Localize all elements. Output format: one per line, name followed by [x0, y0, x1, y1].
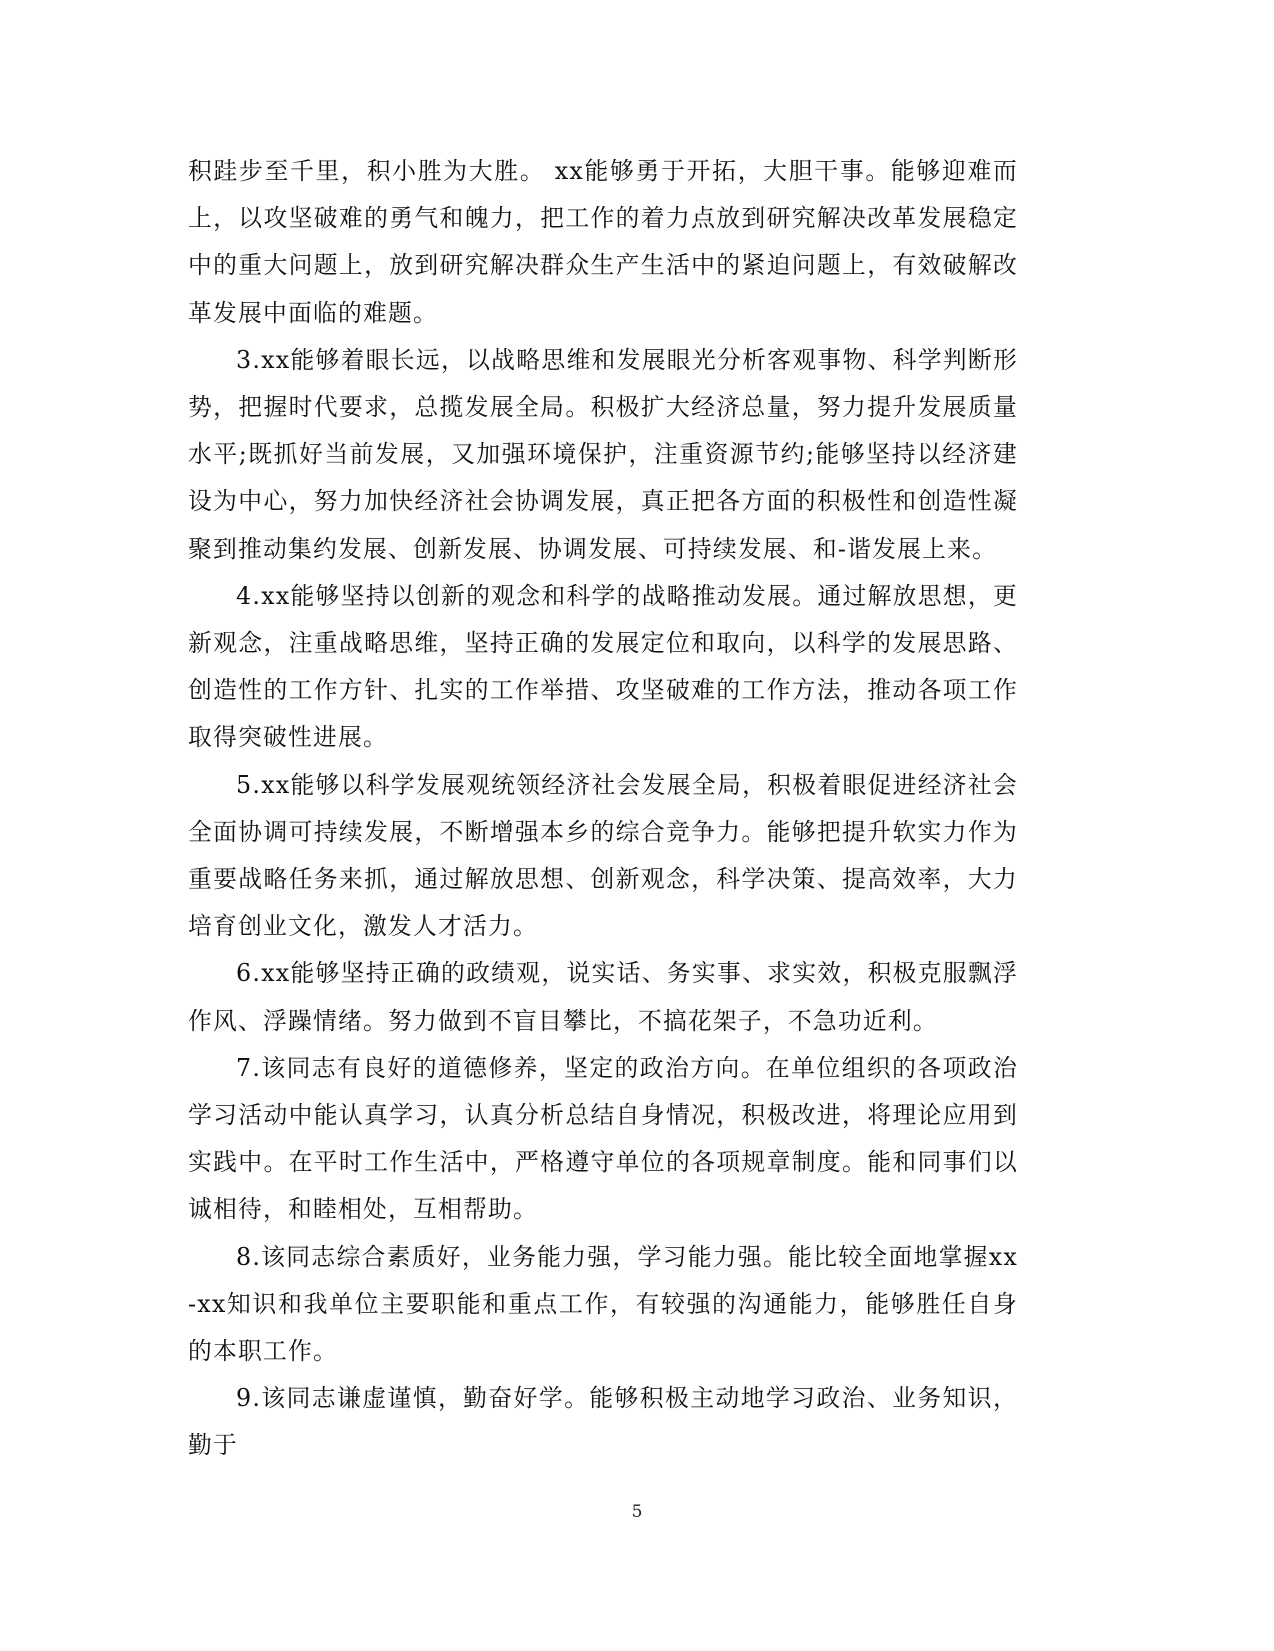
- paragraph-item-9: 9.该同志谦虚谨慎，勤奋好学。能够积极主动地学习政治、业务知识，勤于: [188, 1384, 1018, 1460]
- paragraph-item-4: 4.xx能够坚持以创新的观念和科学的战略推动发展。通过解放思想，更新观念，注重战略思维，坚持正确的发展定位和取向，以科学的发展思路、创造性的工作方针、扎实的工作举措、攻坚破难的工作方法，推动各项工作取得突破性进展。: [188, 581, 1018, 752]
- paragraph-item-7: 7.该同志有良好的道德修养，坚定的政治方向。在单位组织的各项政治学习活动中能认真学习，认真分析总结自身情况，积极改进，将理论应用到实践中。在平时工作生活中，严格遵守单位的各项规章制度。能和同事们以诚相待，和睦相处，互相帮助。: [188, 1053, 1018, 1224]
- page-number: 5: [631, 1502, 643, 1522]
- paragraph-item-5: 5.xx能够以科学发展观统领经济社会发展全局，积极着眼促进经济社会全面协调可持续发展，不断增强本乡的综合竞争力。能够把提升软实力作为重要战略任务来抓，通过解放思想、创新观念，科学决策、提高效率，大力培育创业文化，激发人才活力。: [188, 770, 1018, 941]
- paragraph-item-6: 6.xx能够坚持正确的政绩观，说实话、务实事、求实效，积极克服飘浮作风、浮躁情绪。努力做到不盲目攀比，不搞花架子，不急功近利。: [188, 959, 1018, 1035]
- paragraph-item-3: 3.xx能够着眼长远，以战略思维和发展眼光分析客观事物、科学判断形势，把握时代要求，总揽发展全局。积极扩大经济总量，努力提升发展质量水平;既抓好当前发展，又加强环境保护，注重资源节约;能够坚持以经济建设为中心，努力加快经济社会协调发展，真正把各方面的积极性和创造性凝聚到推动集约发展、创新发展、协调发展、可持续发展、和-谐发展上来。: [188, 345, 1018, 563]
- paragraph-continuation: 积跬步至千里，积小胜为大胜。 xx能够勇于开拓，大胆干事。能够迎难而上，以攻坚破难的勇气和魄力，把工作的着力点放到研究解决改革发展稳定中的重大问题上，放到研究解决群众生产生活中的紧迫问题上，有效破解改革发展中面临的难题。: [188, 157, 1018, 327]
- paragraph-item-8: 8.该同志综合素质好，业务能力强，学习能力强。能比较全面地掌握xx-xx知识和我单位主要职能和重点工作，有较强的沟通能力，能够胜任自身的本职工作。: [188, 1242, 1018, 1366]
- document-body: [188, 148, 1018, 1470]
